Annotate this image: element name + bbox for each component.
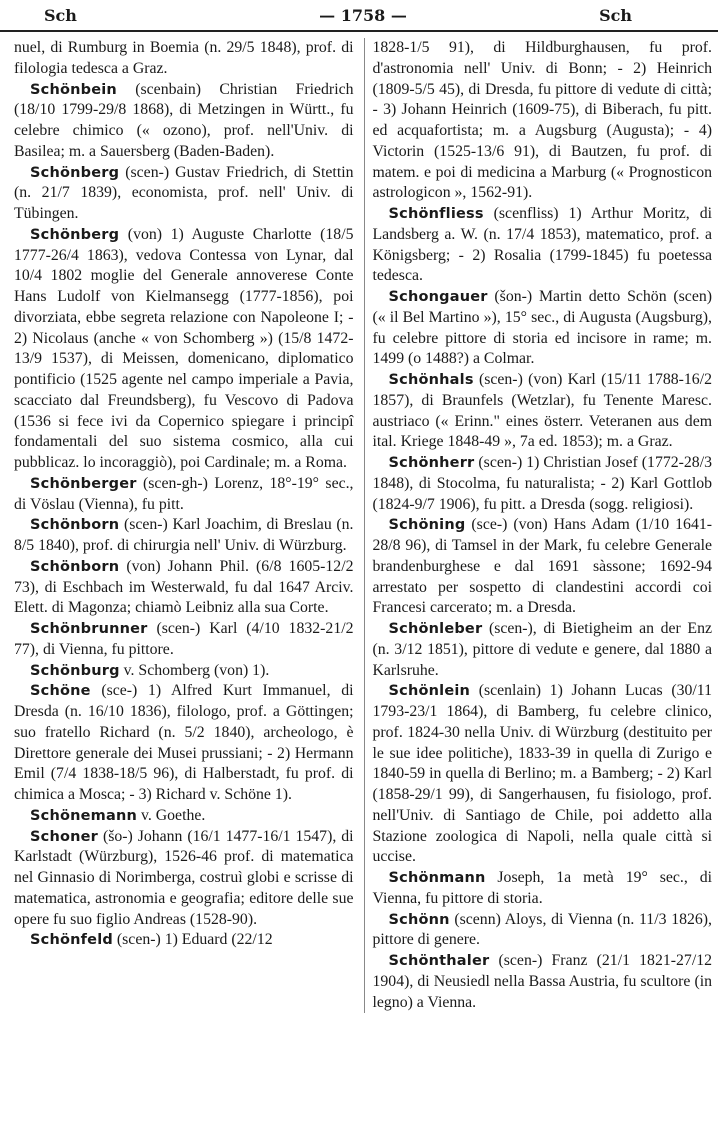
running-head [14, 4, 712, 32]
entry-text: (scenfliss) 1) Arthur Moritz, di Landsberg a. W. (n. 17/4 1853), matematico, prof. a Königsberg; - 2) Rosalia (1799-1845) fu poetessa tedesca. [372, 205, 712, 285]
entry-headword: Schönthaler [388, 953, 490, 969]
entry-text: v. Goethe. [137, 806, 206, 824]
dictionary-entry [14, 806, 354, 827]
entry-text: v. Schomberg (von) 1). [119, 661, 270, 679]
entry-headword: Schönleber [388, 621, 483, 637]
dictionary-entry [14, 474, 354, 516]
entry-text: Joseph, 1a metà 19° sec., di Vienna, fu pittore di storia. [372, 869, 712, 907]
entry-text: (scen-) Gustav Friedrich, di Stettin (n. 21/7 1839), economista, prof. nell' Univ. di Tübingen. [14, 163, 354, 222]
dictionary-entry [373, 38, 713, 204]
dictionary-entry [373, 515, 713, 619]
dictionary-entry [14, 930, 354, 951]
entry-text: (scen-) Karl Joachim, di Breslau (n. 8/5 1840), prof. di chirurgia nell' Univ. di Würzburg. [14, 516, 354, 554]
entry-headword: Schönberger [30, 475, 137, 492]
entry-text: 1828-1/5 91), di Hildburghausen, fu prof. d'astronomia nell' Univ. di Bonn; - 2) Heinrich (1809-5/5 45), di Dresda, fu pittore di vedute di città; - 3) Johann Heinrich (1609-75), di Biberach, fu pitt. ed acquafortista; m. a Augsburg (Augusta); - 4) Victorin (1525-13/6 91), di Bautzen, fu prof. di matem. e poi di medicina a Marburg (« Prognosticon astrologicon », 1562-91). [372, 39, 712, 202]
dictionary-entry [373, 868, 713, 910]
entry-text: (von) 1) Auguste Charlotte (18/5 1777-26/4 1863), vedova Contessa von Lynar, dal 10/4 1802 moglie del Generale annoverese Conte Hans Ludolf von Kielmansegg (1777-1856), poi divorziata, ebbe segreta relazione con Napoleone I; - 2) Nicolaus (anche « von Schomberg ») (15/8 1472-13/9 1537), di Meissen, domenicano, diplomatico pontificio (1525 agente nel campo imperiale a Pavia, scacciato dal Freundsberg), fu Vescovo di Padova (1536 si fece ivi da Copernico spiegare i principî fondamentali del suo sistema cosmico, alla cui pubblicaz. lo incoraggiò), poi Cardinale; m. a Roma. [14, 225, 354, 471]
dictionary-entry [373, 910, 713, 952]
dictionary-entry [373, 370, 713, 453]
entry-text: (scen-gh-) Lorenz, 18°-19° sec., di Vöslau (Vienna), fu pitt. [14, 474, 354, 513]
header-rule [0, 30, 718, 32]
dictionary-entry [14, 661, 354, 682]
entry-headword: Schönbein [30, 81, 117, 98]
entry-text: nuel, di Rumburg in Boemia (n. 29/5 1848), prof. di filologia tedesca a Graz. [14, 39, 354, 77]
entry-headword: Schönberg [30, 164, 120, 181]
entry-headword: Schoner [30, 828, 99, 845]
entry-text: (von) Johann Phil. (6/8 1605-12/2 73), di Eschbach im Westerwald, fu dal 1647 Arciv. Elett. di Magonza; chiamò Leibniz alla sua Corte. [14, 557, 354, 617]
entry-text: (šon-) Martin detto Schön (scen) (« il Bel Martino »), 15° sec., di Augusta (Augsburg), fu celebre pittore di storia ed incisore in rame; m. 1499 (o 1488?) a Colmar. [372, 288, 712, 368]
entry-headword: Schongauer [388, 289, 488, 305]
dictionary-entry [14, 163, 354, 225]
entry-headword: Schönbrunner [30, 621, 148, 637]
entry-text: (scen-) (von) Karl (15/11 1788-16/2 1857), di Braunfels (Wetzlar), fu Tenente Maresc. austriaco (« Erinn." eines österr. Veteranen aus dem ital. Kriege 1848-49 », 7a ed. 1853); m. a Graz. [372, 371, 712, 451]
dictionary-entry [14, 80, 354, 163]
dictionary-entry [373, 681, 713, 868]
left-column [14, 38, 354, 1013]
dictionary-entry [373, 287, 713, 370]
running-head-right: Sch [599, 6, 632, 25]
entry-headword: Schönemann [30, 807, 138, 824]
right-column [364, 38, 713, 1013]
entry-text: (scen-) 1) Eduard (22/12 [112, 931, 273, 949]
dictionary-entry [14, 225, 354, 474]
entry-text: (sce-) (von) Hans Adam (1/10 1641-28/8 96), di Tamsel in der Mark, fu celebre Generale brandenburghese e dal 1691 sàssone; 1692-94 arrestato per sospetto di clandestini accordi coi Francesi carcerato; m. a Dresda. [372, 516, 712, 617]
entry-headword: Schönborn [30, 517, 120, 534]
entry-headword: Schönlein [388, 683, 471, 700]
dictionary-entry [14, 38, 354, 80]
entry-headword: Schönfliess [388, 206, 484, 222]
entry-headword: Schönburg [30, 662, 120, 679]
dictionary-entry [14, 557, 354, 619]
dictionary-entry [373, 204, 713, 287]
dictionary-entry [14, 619, 354, 661]
entry-headword: Schönmann [388, 870, 486, 886]
dictionary-entry [14, 681, 354, 806]
entry-text: (scen-) Karl (4/10 1832-21/2 77), di Vienna, fu pittore. [14, 620, 354, 658]
entry-headword: Schönherr [388, 455, 475, 471]
running-head-left: Sch [44, 6, 77, 25]
entry-headword: Schönn [388, 911, 450, 928]
entry-text: (scen-) Franz (21/1 1821-27/12 1904), di Neusiedl nella Bassa Austria, fu scultore (in legno) a Vienna. [372, 952, 712, 1011]
dictionary-entry [14, 827, 354, 931]
entry-text: (scen-), di Bietigheim an der Enz (n. 3/12 1851), pittore di vedute e genere, dal 1880 a Karlsruhe. [372, 620, 712, 679]
entry-text: (scen-) 1) Christian Josef (1772-28/3 1848), di Stocolma, fu naturalista; - 2) Karl Gottlob (1824-9/7 1906), fu pitt. a Dresda (sogg. religiosi). [372, 454, 712, 513]
entry-headword: Schönberg [30, 226, 120, 243]
dictionary-entry [14, 515, 354, 557]
dictionary-entry [373, 951, 713, 1013]
entry-text: (scenn) Aloys, di Vienna (n. 11/3 1826), pittore di genere. [372, 910, 712, 949]
entry-headword: Schönborn [30, 558, 120, 575]
dictionary-entry [373, 453, 713, 515]
dictionary-entry [373, 619, 713, 681]
entry-headword: Schönhals [388, 372, 474, 388]
entry-headword: Schönfeld [30, 932, 113, 949]
entry-text: (scenlain) 1) Johann Lucas (30/11 1793-23/1 1864), di Bamberg, fu celebre clinico, prof. 1824-30 nella Univ. di Würzburg (destituito per le sue idee politiche), 1833-39 in quella di Zurigo e 1840-59 in quella di Berlino; m. a Bamberg; - 2) Karl (1858-29/1 99), di Sangerhausen, fu fisiologo, prof. nell'Univ. di Santiago de Chile, poi addetto alla Stazione zoologica di Napoli, nella quale città si uccise. [372, 682, 712, 866]
text-columns [14, 38, 712, 1013]
entry-text: (sce-) 1) Alfred Kurt Immanuel, di Dresda (n. 16/10 1836), filologo, prof. a Göttingen; suo fratello Richard (n. 5/2 1840), archeologo, è Direttore generale dei Musei prussiani; - 2) Hermann Emil (7/4 1838-18/5 96), di Halberstadt, fu prof. di chimica a Mosca; - 3) Richard v. Schöne 1). [14, 682, 354, 803]
entry-headword: Schöne [30, 683, 91, 700]
page-number: — 1758 — [319, 6, 407, 25]
entry-text: (scenbain) Christian Friedrich (18/10 1799-29/8 1868), di Metzingen in Württ., fu celebre chimico (« ozono), prof. nell'Univ. di Basilea; m. a Sauersberg (Baden-Baden). [14, 80, 354, 160]
entry-headword: Schöning [388, 517, 466, 534]
entry-text: (šo-) Johann (16/1 1477-16/1 1547), di Karlstadt (Würzburg), 1526-46 prof. di matematica nel Ginnasio di Norimberga, costruì globi e scrisse di matematica, astronomia e geografia; editore delle sue opere fu suo figlio Andreas (1528-90). [14, 827, 354, 928]
